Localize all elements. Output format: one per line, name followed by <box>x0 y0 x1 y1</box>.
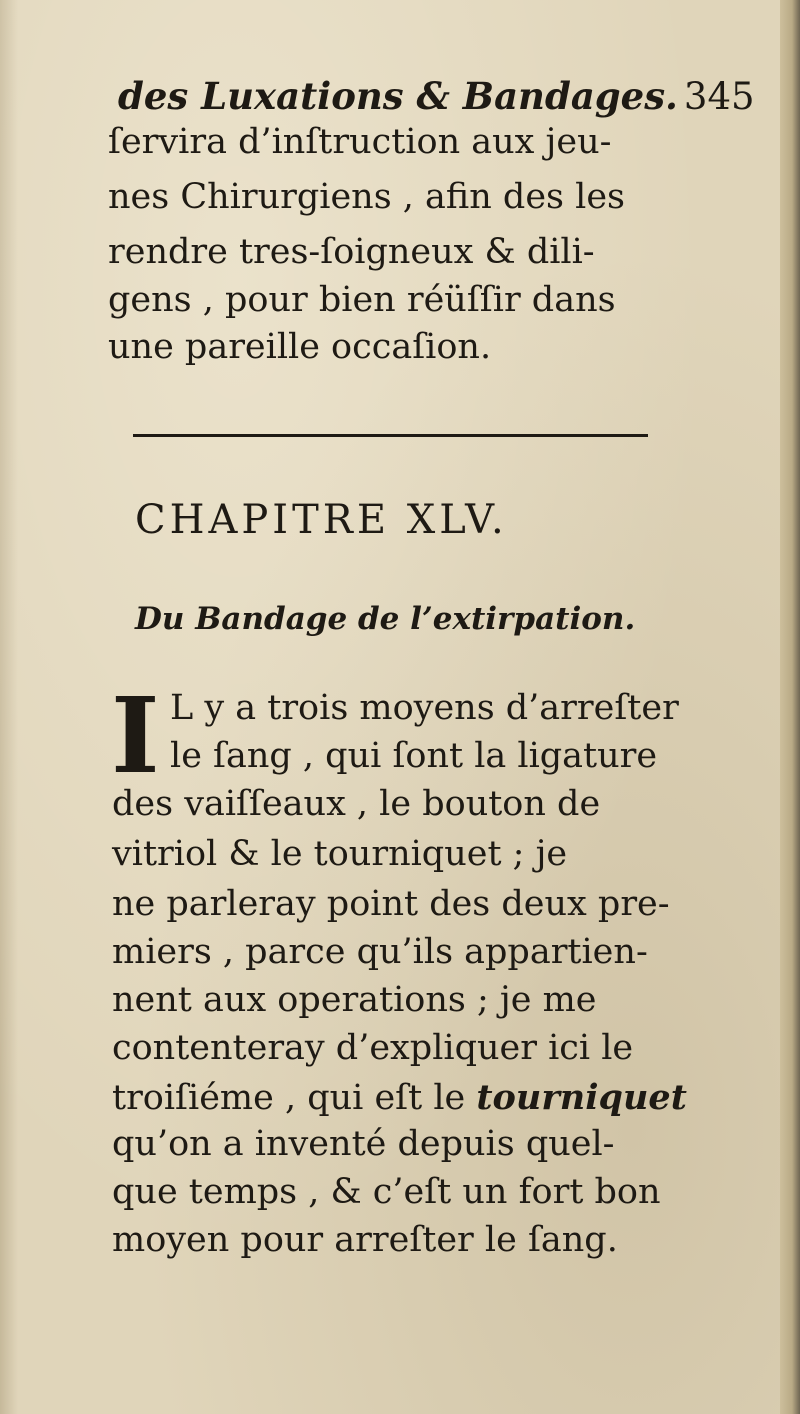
section-divider-rule <box>133 434 648 437</box>
paragraph-line: des vaiſſeaux , le bouton de <box>112 784 601 824</box>
page-number: 345 <box>683 75 755 118</box>
page-edge <box>780 0 800 1414</box>
paragraph-line: miers , parce qu’ils appartien- <box>112 932 648 972</box>
paragraph-line: qu’on a inventé depuis quel- <box>112 1124 615 1164</box>
paragraph-line: L y a trois moyens d’arreſter <box>170 688 679 728</box>
emphasized-term: tourniquet <box>476 1077 687 1118</box>
chapter-subtitle: Du Bandage de l’extirpation. <box>135 601 636 637</box>
paragraph-line: ne parleray point des deux pre- <box>112 884 670 924</box>
paragraph-line: vitriol & le tourniquet ; je <box>112 834 568 874</box>
text-line: nes Chirurgiens , afin des les <box>108 177 626 217</box>
drop-cap: I <box>111 674 160 797</box>
text-line: gens , pour bien réüſſir dans <box>108 280 616 320</box>
text-line: ſervira d’inſtruction aux jeu- <box>108 122 612 162</box>
text-line: rendre tres-ſoigneux & dili- <box>108 232 595 272</box>
paragraph-line: le ſang , qui ſont la ligature <box>170 736 658 776</box>
paragraph-line <box>112 1074 687 1122</box>
paragraph-line: moyen pour arreſter le ſang. <box>112 1220 618 1260</box>
chapter-heading: CHAPITRE XLV. <box>135 497 508 543</box>
paragraph-text: troiſiéme , qui eſt le <box>112 1078 477 1118</box>
paragraph-line: nent aux operations ; je me <box>112 980 597 1020</box>
text-line: une pareille occaſion. <box>108 327 492 367</box>
paragraph-line: que temps , & c’eſt un fort bon <box>112 1172 661 1212</box>
paragraph-line: contenteray d’expliquer ici le <box>112 1028 634 1068</box>
running-head-title: des Luxations & Bandages. <box>118 74 678 118</box>
